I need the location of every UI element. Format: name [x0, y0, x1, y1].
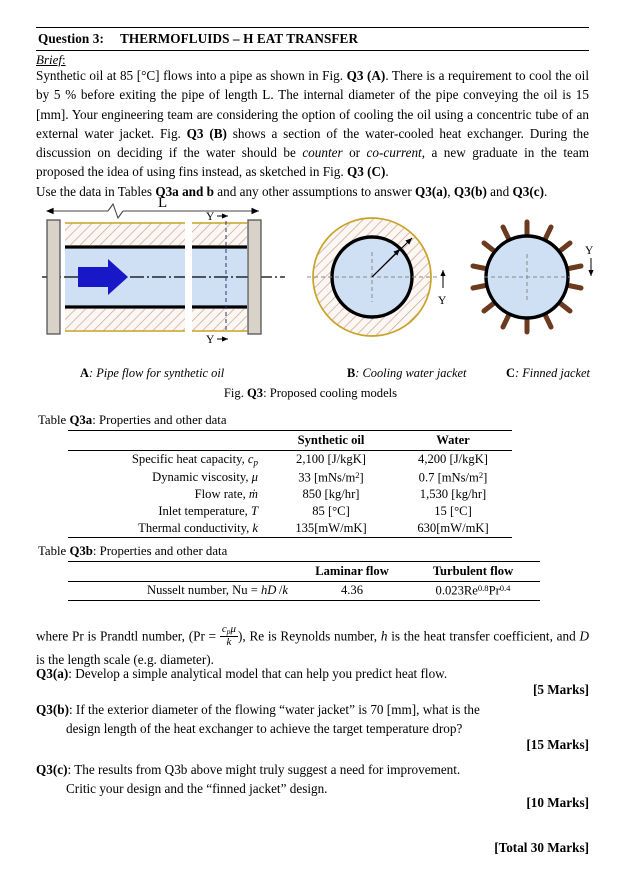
table-cell-oil: 33 $[mNs/m^2]$ — [298, 469, 364, 485]
brief-paragraph: Synthetic oil at 85 [°C] flows into a pipe as shown in Fig. Q3 (A). There is a requirement to cool the oil by 5 % before exiting the pipe of length L. The internal diameter of the pipe conveying the oil is 15 [mm]. Your engineering team are considering the option of cooling the oil using a concentric tube of an external water jacket. Fig. Q3 (B) shows a section of the water-cooled heat exchanger. During the discussion on deciding if the water should be counter or co-current, a new graduate in the team proposed the idea of using fins instead, as sketched in Fig. Q3 (C). — [36, 68, 590, 180]
figure-q3 — [0, 196, 621, 356]
table-row — [68, 469, 512, 487]
table-row-label: Specific heat capacity, $c_p$ — [131, 452, 258, 468]
table-row-label: Nusselt number, Nu = hD /k — [68, 582, 298, 601]
question-title: THERMOFLUIDS – H EAT TRANSFER — [119, 31, 359, 46]
table-row-label: Inlet temperature, T — [158, 504, 258, 519]
table-header-row — [68, 562, 540, 582]
table-row — [68, 582, 540, 601]
question-number: Question 3: — [38, 31, 104, 46]
prandtl-definition: where Pr is Prandtl number, (Pr = $\frac{c_p\mu}{k}$ ), Re is Reynolds number, h is the heat transfer coefficient, and D is the length scale (e.g. diameter). — [36, 623, 589, 667]
svg-text:L: L — [158, 196, 168, 211]
table-cell-oil: 135[mW/mK] — [268, 520, 394, 538]
table-q3b-col-2: Turbulent flow — [406, 562, 540, 582]
marks-total: [Total 30 Marks] — [494, 840, 589, 855]
question-q3c: Q3(c): The results from Q3b above might truly suggest a need for improvement. Critic your design and the “finned jacket” design. — [36, 762, 461, 797]
table-q3a-title: Table Q3a: Properties and other data — [38, 413, 227, 427]
diagram-b-water-jacket — [307, 218, 447, 336]
diagram-c-finned-jacket — [473, 222, 594, 332]
table-cell-oil: 85 [°C] — [312, 504, 350, 519]
table-q3a-col-1: Synthetic oil — [268, 431, 394, 451]
table-cell-water: 4,200 [J/kgK] — [418, 452, 488, 467]
table-cell-laminar: 4.36 — [298, 582, 406, 601]
marks-q3c: [10 Marks] — [526, 795, 589, 810]
table-q3b-body — [68, 582, 540, 601]
caption-a: A: Pipe flow for synthetic oil — [80, 366, 225, 380]
svg-text:Y: Y — [206, 334, 215, 346]
figure-main-caption: Fig. Q3: Proposed cooling models — [223, 386, 398, 400]
table-cell-water: 0.7 $[mNs/m^2]$ — [418, 469, 488, 485]
table-row-label: Dynamic viscosity, μ — [152, 469, 258, 484]
table-cell-oil: 2,100 [J/kgK] — [296, 452, 366, 467]
table-cell-oil: 850 [kg/hr] — [302, 487, 360, 502]
table-cell-water: 15 [°C] — [434, 504, 472, 519]
table-cell-water: 1,530 [kg/hr] — [419, 487, 487, 502]
figure-captions — [36, 366, 589, 382]
brief-label: Brief: — [36, 52, 66, 67]
diagram-a-pipe-flow — [42, 196, 285, 346]
table-cell-turbulent: $0.023Re^{0.8}Pr^{0.4}$ — [406, 582, 540, 601]
table-q3a-col-0 — [68, 431, 268, 451]
table-q3b-col-0 — [68, 562, 298, 582]
table-row-label: Flow rate, ṁ — [194, 487, 258, 502]
marks-q3a: [5 Marks] — [532, 682, 589, 697]
table-q3a-body — [68, 451, 512, 538]
figure-svg — [0, 196, 621, 356]
table-row — [68, 503, 512, 520]
table-q3b-title: Table Q3b: Properties and other data — [38, 544, 228, 558]
table-row-label: Thermal conductivity, k — [68, 520, 268, 538]
table-q3a-col-2: Water — [394, 431, 512, 451]
use-data-paragraph: Use the data in Tables Q3a and b and any other assumptions to answer Q3(a), Q3(b) and Q3(c). — [36, 184, 548, 199]
question-q3a: Q3(a): Develop a simple analytical model that can help you predict heat flow. — [36, 666, 448, 681]
svg-text:Y: Y — [585, 245, 594, 257]
svg-text:Y: Y — [206, 211, 215, 223]
svg-text:Y: Y — [438, 295, 447, 307]
question-q3b: Q3(b): If the exterior diameter of the flowing “water jacket” is 70 [mm], what is the design length of the heat exchanger to achieve the target temperature drop? — [36, 702, 480, 737]
caption-b: B: Cooling water jacket — [347, 366, 467, 380]
table-row — [68, 451, 512, 469]
table-header-row — [68, 431, 512, 451]
caption-c: C: Finned jacket — [506, 366, 590, 380]
marks-q3b: [15 Marks] — [526, 737, 589, 752]
table-cell-water: 630[mW/mK] — [394, 520, 512, 538]
question-header — [36, 27, 589, 51]
table-q3b — [68, 561, 540, 601]
table-q3a — [68, 430, 512, 538]
table-row — [68, 520, 512, 538]
table-row — [68, 486, 512, 503]
table-q3b-col-1: Laminar flow — [298, 562, 406, 582]
